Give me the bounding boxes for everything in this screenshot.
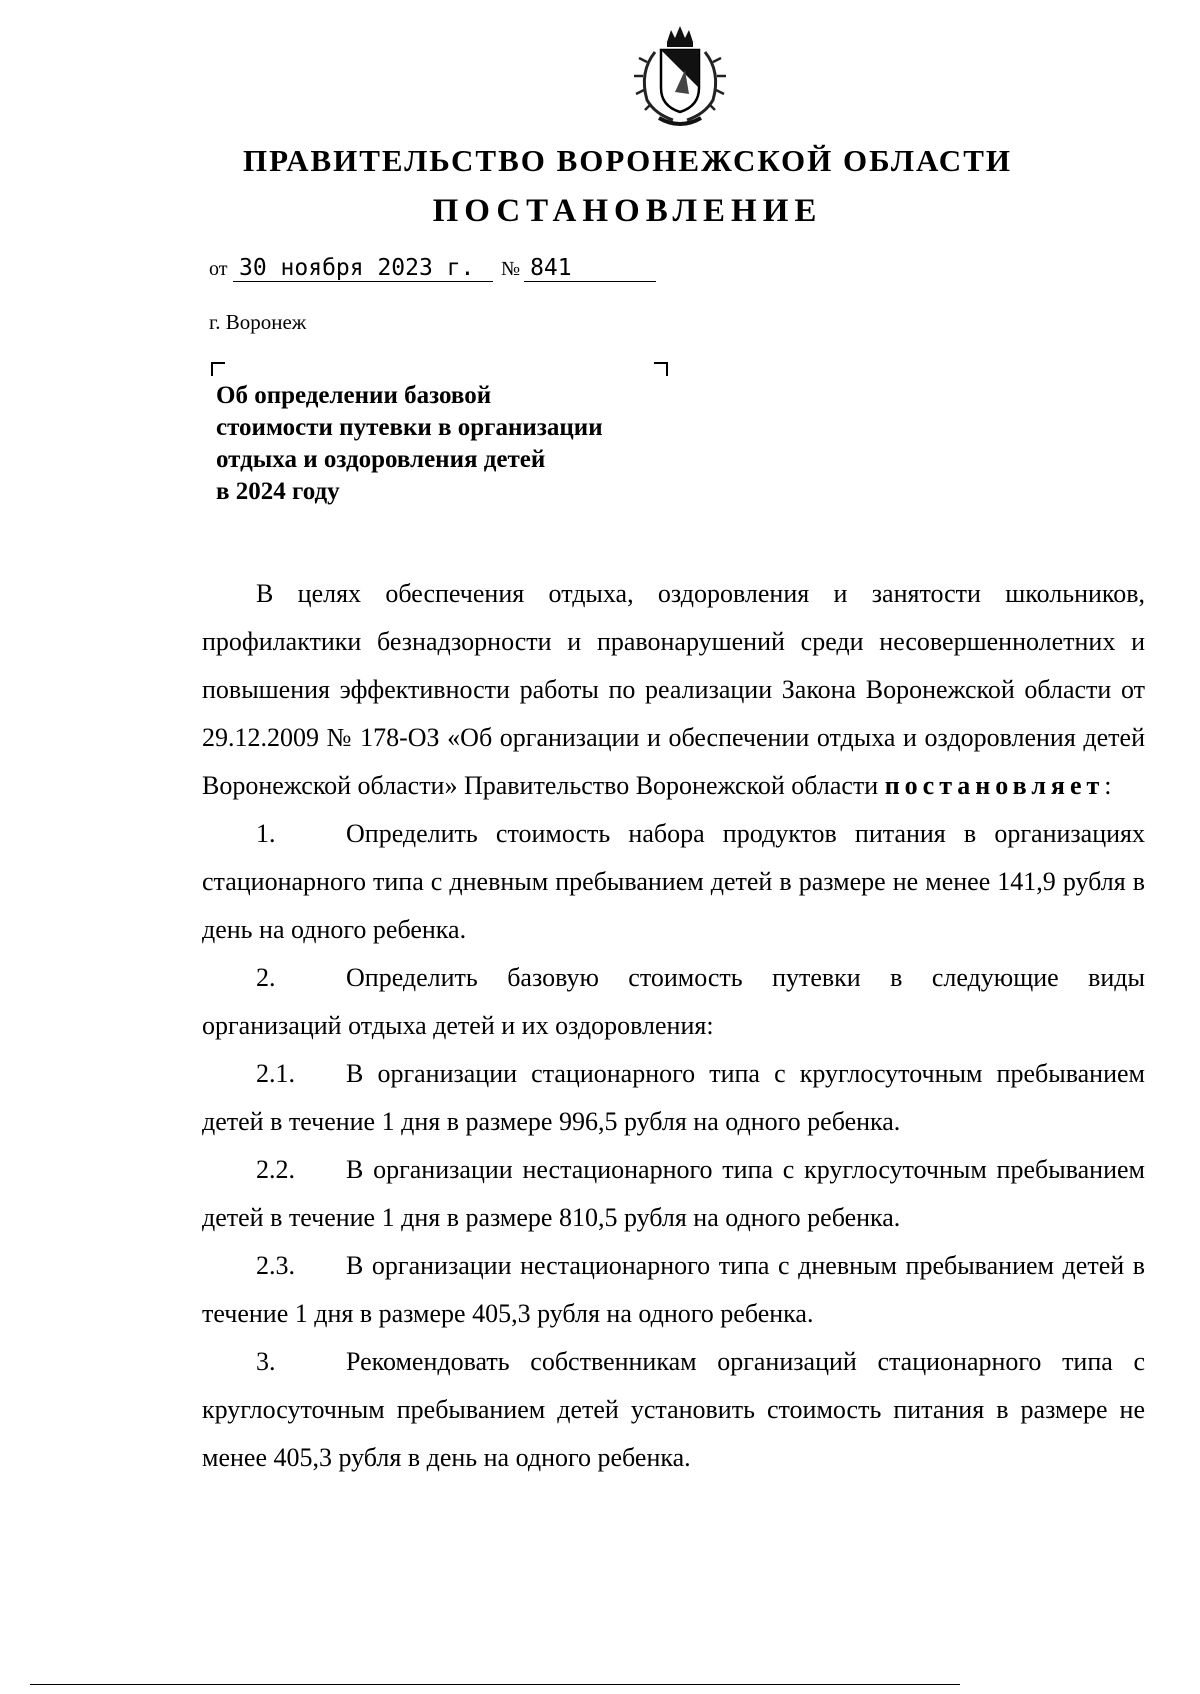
clause-paragraph	[202, 1338, 1145, 1482]
subject-corner-mark-left	[211, 362, 225, 376]
clause-text: В организации нестационарного типа с круглосуточным пребыванием детей в течение 1 дня в размере 810,5 рубля на одного ребенка.	[202, 1155, 1145, 1232]
coat-of-arms-icon	[625, 22, 735, 132]
clause-text: В организации стационарного типа с круглосуточным пребыванием детей в течение 1 дня в размере 996,5 рубля на одного ребенка.	[202, 1059, 1145, 1136]
organization-title: ПРАВИТЕЛЬСТВО ВОРОНЕЖСКОЙ ОБЛАСТИ	[243, 143, 1012, 178]
document-date: 30 ноября 2023 г.	[233, 255, 493, 282]
document-body	[202, 570, 1145, 1482]
subject-corner-mark-right	[654, 362, 668, 376]
clause-text: Рекомендовать собственникам организаций стационарного типа с круглосуточным пребыванием детей установить стоимость питания в размере не менее 405,3 рубля в день на одного ребенка.	[202, 1347, 1145, 1472]
clause-number: 2.1.	[256, 1059, 295, 1088]
decree-word: постановляет	[884, 771, 1105, 800]
clause-text: Определить стоимость набора продуктов питания в организациях стационарного типа с дневным пребыванием детей в размере не менее 141,9 рубля в день на одного ребенка.	[202, 819, 1145, 944]
clause-text: В организации нестационарного типа с дневным пребыванием детей в течение 1 дня в размере 405,3 рубля на одного ребенка.	[202, 1251, 1145, 1328]
date-number-line	[209, 255, 656, 282]
document-number: 841	[524, 255, 656, 282]
subject-line: стоимости путевки в организации	[216, 414, 603, 441]
decree-colon: :	[1104, 771, 1112, 800]
clause-paragraph	[202, 810, 1145, 954]
footer-divider	[30, 1684, 960, 1685]
document-type: ПОСТАНОВЛЕНИЕ	[432, 193, 823, 229]
clause-text: Определить базовую стоимость путевки в следующие виды организаций отдыха детей и их оздоровления:	[202, 963, 1145, 1040]
clause-number: 2.2.	[256, 1155, 295, 1184]
clause-paragraph	[202, 954, 1145, 1050]
city: г. Воронеж	[209, 310, 307, 334]
subject-line: в 2024 году	[216, 478, 340, 505]
number-sign: №	[500, 258, 521, 280]
date-prefix: от	[209, 258, 228, 280]
clause-number: 1.	[256, 819, 276, 848]
preamble-text: В целях обеспечения отдыха, оздоровления и занятости школьников, профилактики безнадзорности и правонарушений среди несовершеннолетних и повышения эффективности работы по реализации Закона Воронежской области от 29.12.2009 № 178-ОЗ «Об организации и обеспечении отдыха и оздоровления детей Воронежской области» Правительство Воронежской области	[202, 579, 1145, 800]
preamble-paragraph	[202, 570, 1145, 810]
subject-line: Об определении базовой	[216, 382, 492, 409]
clause-number: 2.	[256, 963, 276, 992]
clause-paragraph	[202, 1146, 1145, 1242]
clause-paragraph	[202, 1242, 1145, 1338]
subject-line: отдыха и оздоровления детей	[216, 446, 546, 473]
clause-paragraph	[202, 1050, 1145, 1146]
clause-number: 3.	[256, 1347, 276, 1376]
clause-number: 2.3.	[256, 1251, 295, 1280]
document-subject	[216, 380, 676, 508]
